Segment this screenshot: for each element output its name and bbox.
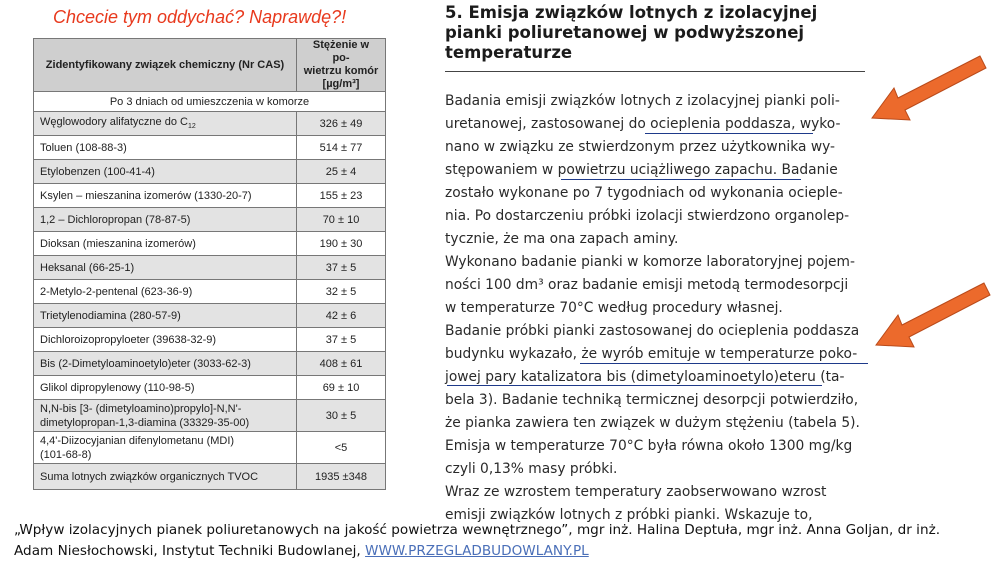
body-line: Wraz ze wzrostem temperatury zaobserwowano wzrost: [445, 484, 827, 500]
table-row: [34, 352, 386, 376]
table-header-compound: Zidentyfikowany związek chemiczny (Nr CAS): [34, 39, 297, 92]
row-value: 1935 ±348: [297, 464, 386, 490]
table-row: [34, 432, 386, 464]
row-name: Suma lotnych związków organicznych TVOC: [34, 464, 297, 490]
headline: Chcecie tym oddychać? Naprawdę?!: [53, 7, 347, 27]
row-name: Toluen (108-88-3): [34, 136, 297, 160]
source-link[interactable]: WWW.PRZEGLADBUDOWLANY.PL: [365, 543, 589, 559]
title-line: pianki poliuretanowej w podwyższonej: [445, 23, 805, 42]
table-row-total: [34, 464, 386, 490]
highlight-underline: [645, 133, 813, 134]
row-name: Trietylenodiamina (280-57-9): [34, 304, 297, 328]
row-name: 2-Metylo-2-pentenal (623-36-9): [34, 280, 297, 304]
source-caption: [14, 520, 994, 562]
table-row: [34, 376, 386, 400]
row-value: <5: [297, 432, 386, 464]
highlight-underline: [580, 363, 868, 364]
row-value: 70 ± 10: [297, 208, 386, 232]
table-row: [34, 280, 386, 304]
table-row: [34, 184, 386, 208]
row-name: Bis (2-Dimetyloaminoetylo)eter (3033-62-3): [34, 352, 297, 376]
body-line: emisji związków lotnych z próbki pianki. Wskazuje to,: [445, 507, 813, 523]
row-name: Glikol dipropylenowy (110-98-5): [34, 376, 297, 400]
body-line: stępowaniem w powietrzu uciążliwego zapachu. Badanie: [445, 162, 838, 178]
row-value: 69 ± 10: [297, 376, 386, 400]
body-line: tycznie, że ma ona zapach aminy.: [445, 231, 679, 247]
table-row: [34, 112, 386, 136]
highlight-underline: [447, 385, 822, 386]
row-value: 514 ± 77: [297, 136, 386, 160]
row-value: 326 ± 49: [297, 112, 386, 136]
row-name: Dioksan (mieszanina izomerów): [34, 232, 297, 256]
body-line: Badania emisji związków lotnych z izolacyjnej pianki poli-: [445, 93, 840, 109]
row-value: 37 ± 5: [297, 328, 386, 352]
body-line: bela 3). Badanie techniką termicznej desorpcji potwierdziło,: [445, 392, 859, 408]
body-line: uretanowej, zastosowanej do ocieplenia poddasza, wyko-: [445, 116, 841, 132]
header-conc-line-2: wietrzu komór: [303, 65, 379, 77]
row-value: 25 ± 4: [297, 160, 386, 184]
header-conc-line-3: [µg/m³]: [322, 78, 360, 90]
table-row: [34, 328, 386, 352]
title-line: temperaturze: [445, 43, 573, 62]
row-value: 408 ± 61: [297, 352, 386, 376]
table-span-row: Po 3 dniach od umieszczenia w komorze: [34, 92, 386, 112]
table-row: [34, 232, 386, 256]
title-line: 5. Emisja związków lotnych z izolacyjnej: [445, 3, 818, 22]
row-name: Etylobenzen (100-41-4): [34, 160, 297, 184]
arrow-icon: [868, 48, 993, 128]
body-line: Emisja w temperaturze 70°C była równa około 1300 mg/kg: [445, 438, 853, 454]
table-row: [34, 160, 386, 184]
title-divider: [445, 71, 865, 72]
table-row: [34, 136, 386, 160]
body-line: jowej pary katalizatora bis (dimetyloaminoetylo)eteru (ta-: [445, 369, 845, 385]
body-line: ności 100 dm³ oraz badanie emisji metodą termodesorpcji: [445, 277, 849, 293]
row-name: 1,2 – Dichloropropan (78-87-5): [34, 208, 297, 232]
row-name: Ksylen – mieszanina izomerów (1330-20-7): [34, 184, 297, 208]
section-title: [445, 3, 865, 63]
row-name: Heksanal (66-25-1): [34, 256, 297, 280]
body-line: czyli 0,13% masy próbki.: [445, 461, 618, 477]
body-line: że pianka zawiera ten związek w dużym stężeniu (tabela 5).: [445, 415, 860, 431]
row-value: 190 ± 30: [297, 232, 386, 256]
row-value: 32 ± 5: [297, 280, 386, 304]
row-name: Węglowodory alifatyczne do $C_{12}$: [34, 112, 297, 136]
body-line: budynku wykazało, że wyrób emituje w temperaturze poko-: [445, 346, 858, 362]
body-line: nano w związku ze stwierdzonym przez użytkownika wy-: [445, 139, 836, 155]
header-conc-line-1: Stężenie w po-: [312, 39, 370, 64]
row-value: 30 ± 5: [297, 400, 386, 432]
table-header-concentration: [297, 39, 386, 92]
row-value: 37 ± 5: [297, 256, 386, 280]
table-row: [34, 304, 386, 328]
body-line: zostało wykonane po 7 tygodniach od wykonania ocieple-: [445, 185, 843, 201]
caption-line: [14, 541, 994, 562]
body-line: nia. Po dostarczeniu próbki izolacji stwierdzono organolep-: [445, 208, 850, 224]
row-name: Dichloroizopropyloeter (39638-32-9): [34, 328, 297, 352]
row-value: 42 ± 6: [297, 304, 386, 328]
table-row: [34, 400, 386, 432]
arrow-icon: [872, 275, 997, 355]
row-value: 155 ± 23: [297, 184, 386, 208]
caption-text: Adam Niesłochowski, Instytut Techniki Budowlanej,: [14, 543, 366, 559]
body-line: Wykonano badanie pianki w komorze laboratoryjnej pojem-: [445, 254, 855, 270]
caption-line: „Wpływ izolacyjnych pianek poliuretanowych na jakość powietrza wewnętrznego”, mgr inż. Halina Deptuła, mgr inż. Anna Goljan, dr inż.: [14, 522, 941, 538]
row-name: 4,4'-Diizocyjanian difenylometanu (MDI) (101-68-8): [34, 432, 297, 464]
highlight-underline: [561, 179, 801, 180]
body-line: w temperaturze 70°C według procedury własnej.: [445, 300, 783, 316]
emissions-table: [33, 38, 386, 490]
table-row: [34, 256, 386, 280]
row-name: N,N-bis [3- (dimetyloamino)propylo]-N,N'- dimetylopropan-1,3-diamina (33329-35-00): [34, 400, 297, 432]
body-line: Badanie próbki pianki zastosowanej do ocieplenia poddasza: [445, 323, 860, 339]
table-row: [34, 208, 386, 232]
